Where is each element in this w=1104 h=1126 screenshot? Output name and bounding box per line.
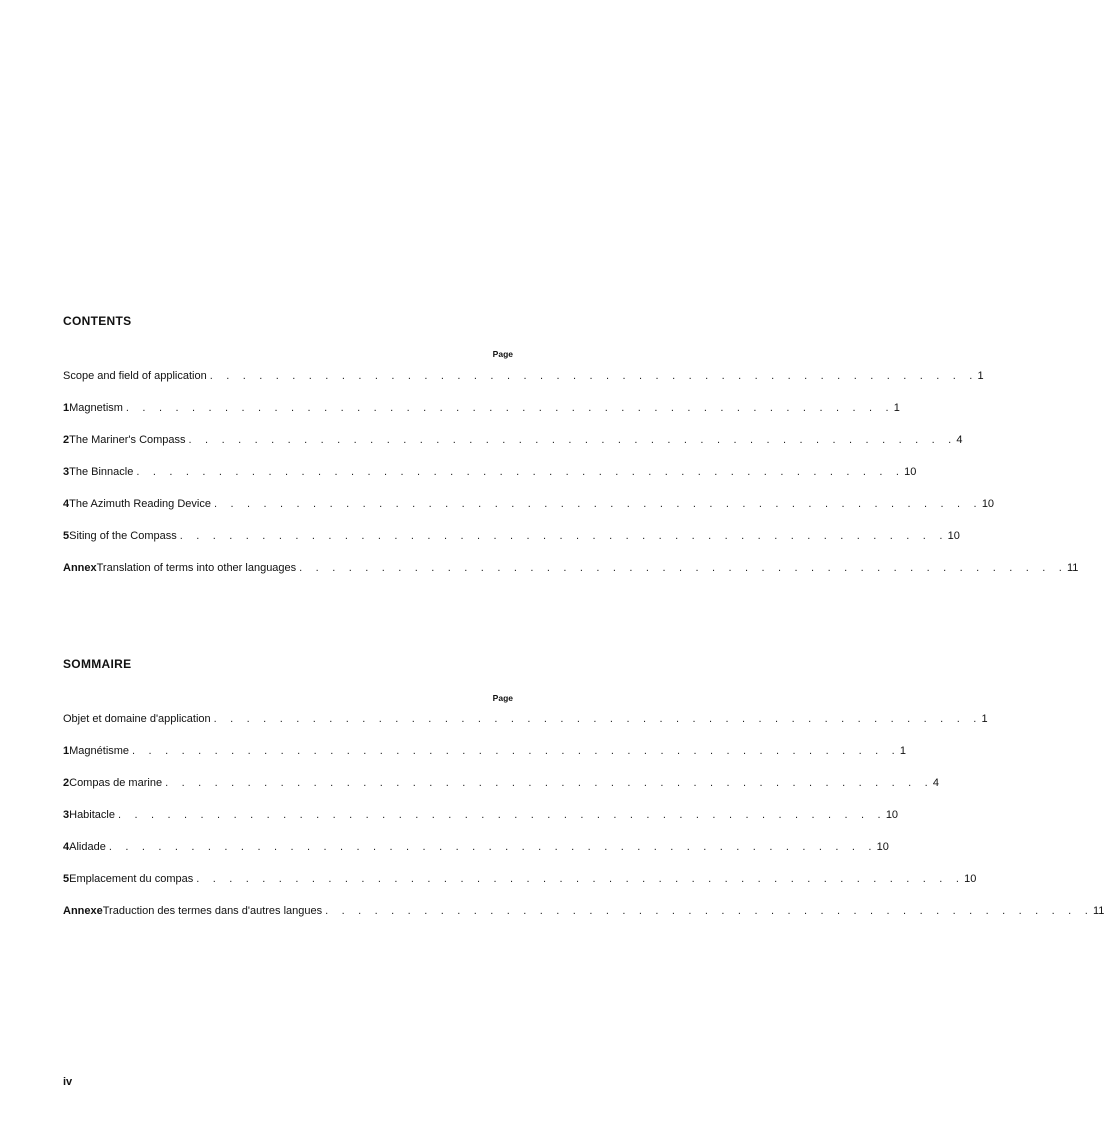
toc-entry-page: 10 — [885, 809, 899, 821]
dot-leader: . . . . . . . . . . . . . . . . . . . . . . . . . . . . . . . . . . . . . . . . . . . . . . . — [213, 498, 982, 510]
toc-entry-number: 5 — [63, 530, 70, 542]
toc-entry-page: 10 — [947, 530, 960, 542]
dot-leader: . . . . . . . . . . . . . . . . . . . . . . . . . . . . . . . . . . . . . . . . . . . . . . . — [325, 905, 1093, 917]
toc-entry-page: 10 — [876, 841, 889, 853]
toc-entry-label: The Binnacle — [69, 466, 136, 478]
toc-entry — [63, 905, 1104, 921]
sommaire-section — [63, 657, 1104, 937]
toc-entry — [63, 745, 906, 761]
toc-entry-page: 1 — [981, 713, 988, 725]
dot-leader: . . . . . . . . . . . . . . . . . . . . . . . . . . . . . . . . . . . . . . . . . . . . . . . — [299, 562, 1067, 574]
toc-entry — [63, 562, 1079, 578]
toc-entry — [63, 530, 960, 546]
toc-entry — [63, 809, 899, 825]
toc-entry — [63, 370, 984, 386]
dot-leader: . . . . . . . . . . . . . . . . . . . . . . . . . . . . . . . . . . . . . . . . . . . . . . . — [213, 713, 982, 725]
toc-entry-number: 3 — [63, 809, 70, 821]
toc-entry-page: 1 — [893, 402, 900, 414]
toc-entry-page: 1 — [899, 745, 906, 757]
dot-leader: . . . . . . . . . . . . . . . . . . . . . . . . . . . . . . . . . . . . . . . . . . . . . . . — [179, 530, 948, 542]
toc-entry-label: Emplacement du compas — [69, 873, 196, 885]
toc-entry — [63, 713, 988, 729]
toc-entry-label: Siting of the Compass — [69, 530, 180, 542]
toc-entry-number: 5 — [63, 873, 70, 885]
toc-entry-page: 11 — [1092, 905, 1104, 917]
toc-entry — [63, 777, 940, 793]
toc-entry-number: 1 — [63, 402, 70, 414]
dot-leader: . . . . . . . . . . . . . . . . . . . . . . . . . . . . . . . . . . . . . . . . . . . . . . . — [108, 841, 877, 853]
dot-leader: . . . . . . . . . . . . . . . . . . . . . . . . . . . . . . . . . . . . . . . . . . . . . . . — [188, 434, 957, 446]
toc-entry-page: 4 — [956, 434, 963, 446]
toc-entry — [63, 873, 977, 889]
toc-entry-page: 11 — [1067, 562, 1079, 574]
toc-entry-number: Annexe — [63, 905, 103, 917]
toc-entry-page: 10 — [964, 873, 977, 885]
contents-page-header: Page — [492, 349, 513, 359]
toc-entry-label: Habitacle — [69, 809, 118, 821]
toc-entry-page: 10 — [904, 466, 917, 478]
toc-entry — [63, 466, 917, 482]
toc-entry-number: 2 — [63, 434, 70, 446]
toc-entry-label: Magnetism — [69, 402, 126, 414]
contents-section — [63, 314, 1079, 594]
sommaire-title: SOMMAIRE — [63, 657, 132, 671]
dot-leader: . . . . . . . . . . . . . . . . . . . . . . . . . . . . . . . . . . . . . . . . . . . . . . . — [125, 402, 894, 414]
toc-entry-number: 2 — [63, 777, 70, 789]
toc-entry-number: Annex — [63, 562, 97, 574]
toc-entry-label: Objet et domaine d'application — [63, 713, 214, 725]
dot-leader: . . . . . . . . . . . . . . . . . . . . . . . . . . . . . . . . . . . . . . . . . . . . . . . — [117, 809, 886, 821]
contents-title: CONTENTS — [63, 314, 132, 328]
dot-leader: . . . . . . . . . . . . . . . . . . . . . . . . . . . . . . . . . . . . . . . . . . . . . . . — [136, 466, 905, 478]
toc-entry — [63, 841, 889, 857]
toc-entry-number: 4 — [63, 841, 70, 853]
toc-entry-number: 1 — [63, 745, 70, 757]
toc-entry-label: The Azimuth Reading Device — [69, 498, 214, 510]
dot-leader: . . . . . . . . . . . . . . . . . . . . . . . . . . . . . . . . . . . . . . . . . . . . . . . — [209, 370, 978, 382]
sommaire-page-header: Page — [492, 693, 513, 703]
toc-entry — [63, 402, 900, 418]
toc-entry-page: 10 — [981, 498, 995, 510]
dot-leader: . . . . . . . . . . . . . . . . . . . . . . . . . . . . . . . . . . . . . . . . . . . . . . . — [196, 873, 965, 885]
dot-leader: . . . . . . . . . . . . . . . . . . . . . . . . . . . . . . . . . . . . . . . . . . . . . . . — [132, 745, 900, 757]
toc-entry — [63, 498, 995, 514]
dot-leader: . . . . . . . . . . . . . . . . . . . . . . . . . . . . . . . . . . . . . . . . . . . . . . . — [165, 777, 933, 789]
toc-entry-label: Magnétisme — [69, 745, 132, 757]
toc-entry-page: 4 — [932, 777, 940, 789]
toc-entry-label: The Mariner's Compass — [69, 434, 188, 446]
page-number: iv — [63, 1076, 73, 1088]
toc-entry-label: Alidade — [69, 841, 109, 853]
toc-entry-number: 4 — [63, 498, 70, 510]
toc-entry-label: Scope and field of application — [63, 370, 210, 382]
toc-entry-label: Traduction des termes dans d'autres langues — [103, 905, 325, 917]
toc-entry-page: 1 — [977, 370, 984, 382]
toc-entry-label: Translation of terms into other languages — [97, 562, 300, 574]
toc-entry-number: 3 — [63, 466, 70, 478]
toc-entry — [63, 434, 963, 450]
toc-entry-label: Compas de marine — [69, 777, 165, 789]
